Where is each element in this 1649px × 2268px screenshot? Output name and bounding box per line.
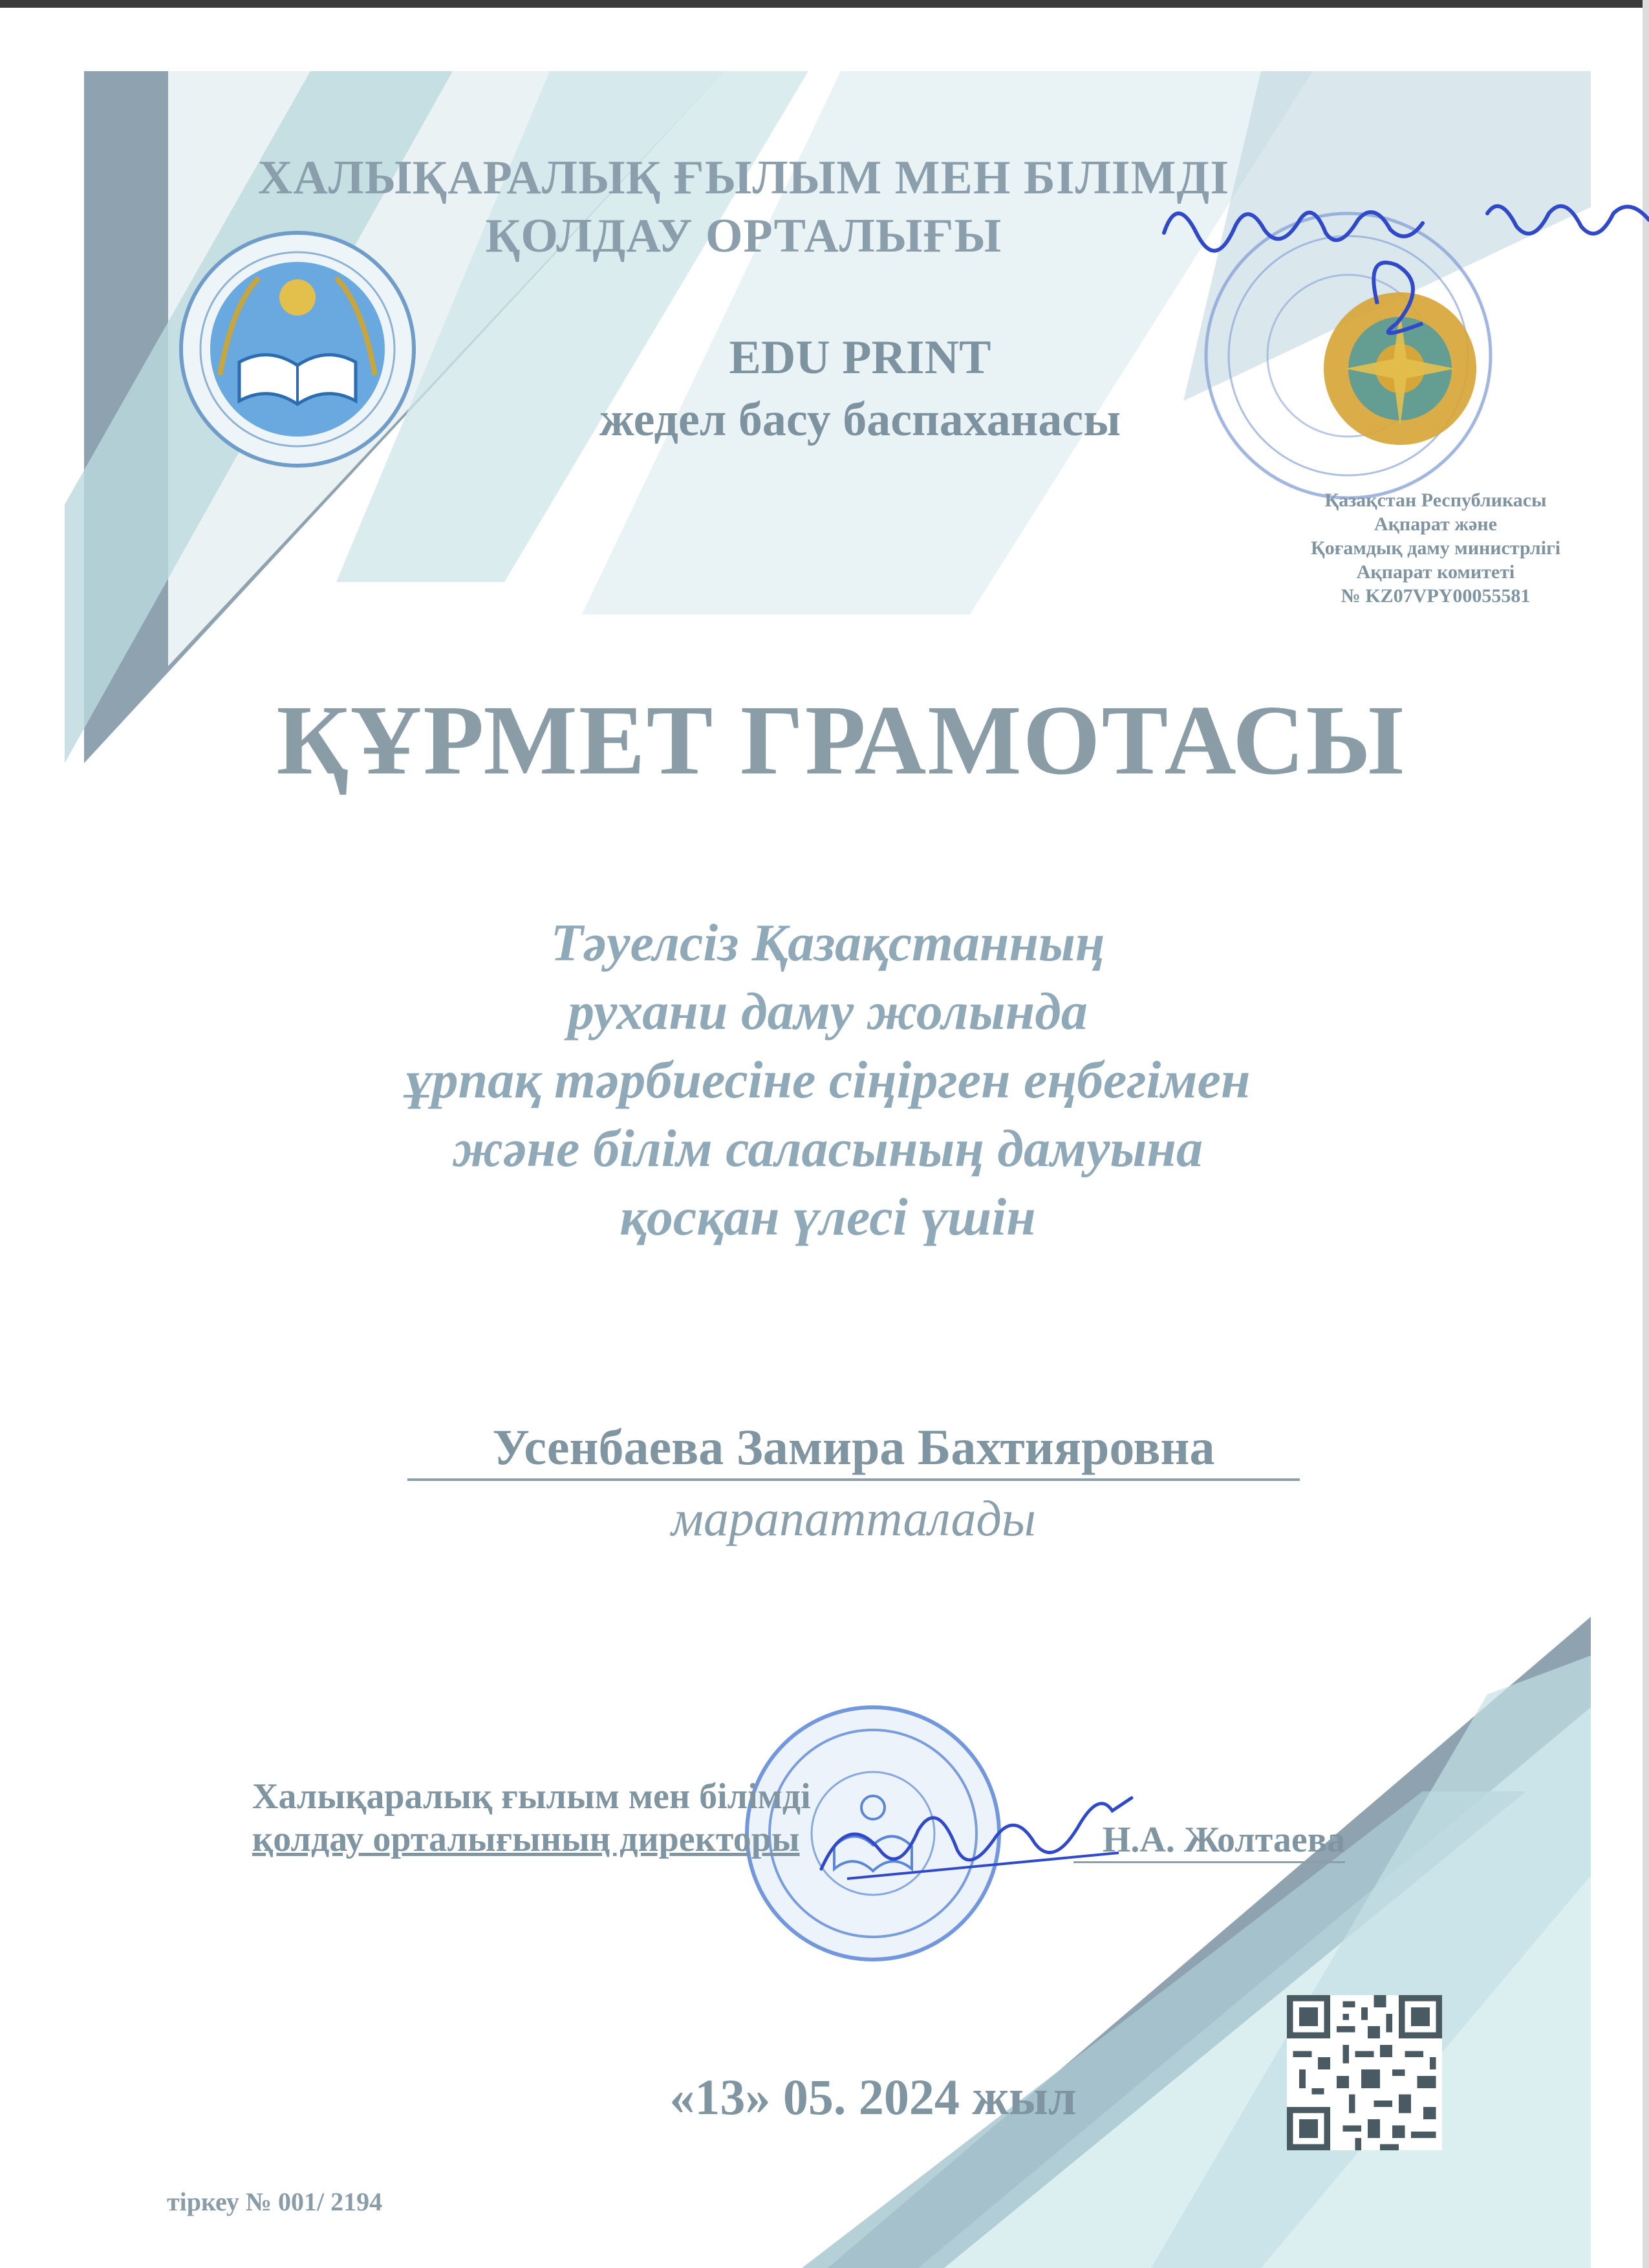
gov-line-2: Ақпарат және [1374,513,1498,535]
gov-line-5: № KZ07VPY00055581 [1341,585,1531,607]
certificate-title: ҚҰРМЕТ ГРАМОТАСЫ [276,686,1405,795]
reason-line-3: ұрпақ тәрбиесіне сіңірген еңбегімен [405,1050,1251,1109]
organization-title-line1: ХАЛЫҚАРАЛЫҚ ҒЫЛЫМ МЕН БІЛІМДІ [257,151,1230,204]
signatory-name: Н.А. Жолтаева [1073,1819,1345,1863]
gov-line-1: Қазақстан Республикасы [1324,490,1547,511]
print-house-name: EDU PRINT [729,331,991,384]
awarded-text: марапатталады [671,1490,1036,1546]
recipient-name: Усенбаева Замира Бахтияровна [407,1416,1300,1481]
signatory-position-line2: қолдау орталығының директоры [252,1819,800,1859]
government-registration-block [1222,488,1649,608]
reason-line-4: және білім саласының дамуына [453,1119,1203,1178]
issue-date: «13» 05. 2024 жыл [669,2069,1077,2125]
reason-line-1: Тәуелсіз Қазақстанның [550,913,1105,972]
gov-line-3: Қоғамдық даму министрлігі [1310,537,1561,559]
signatory-position-line1: Халықаралық ғылым мен білімді [252,1777,811,1817]
reason-line-5: қосқан үлесі үшін [620,1187,1036,1246]
qr-code-icon [1287,1995,1442,2150]
registration-number: тіркеу № 001/ 2194 [167,2187,383,2216]
organization-title-line2: ҚОЛДАУ ОРТАЛЫҒЫ [485,210,1002,263]
organization-title [194,149,1293,265]
print-house-block [440,327,1280,451]
gov-line-4: Ақпарат комитеті [1356,561,1515,583]
print-house-description: жедел басу баспаханасы [599,393,1121,446]
award-reason [194,909,1461,1251]
reason-line-2: рухани даму жолында [568,982,1088,1041]
